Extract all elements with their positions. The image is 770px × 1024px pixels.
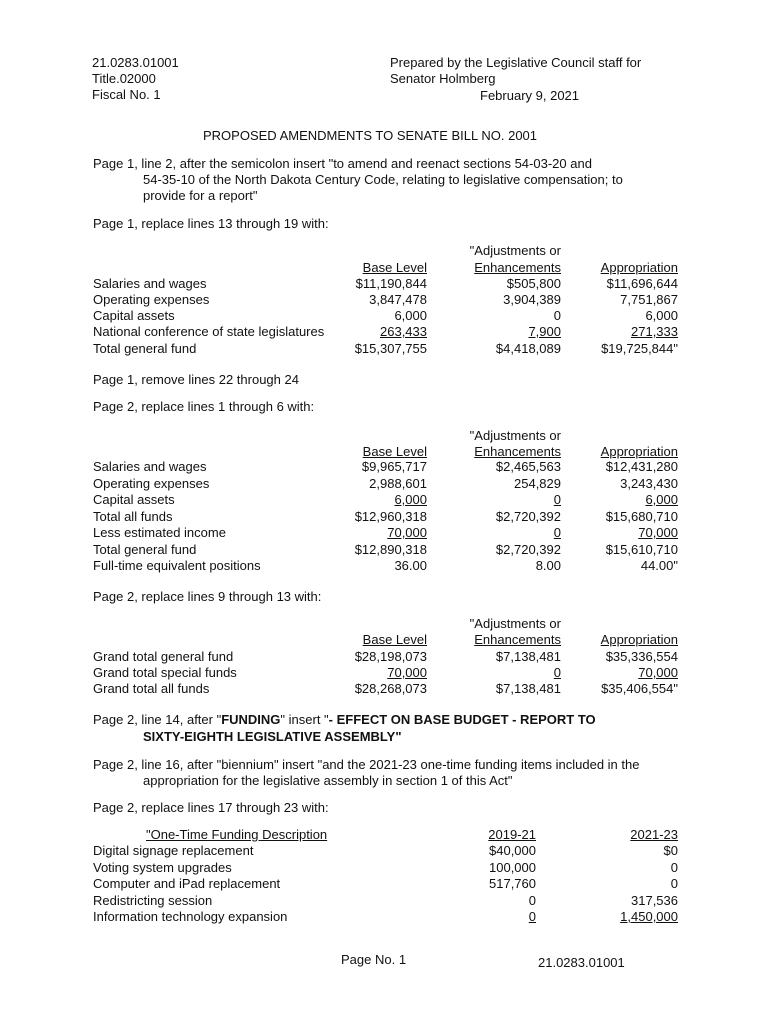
table-cell: $505,800 (506, 276, 561, 291)
table-cell-value: 0 (553, 492, 561, 507)
table-row-label: Capital assets (93, 492, 175, 507)
table-cell: $11,190,844 (355, 276, 427, 291)
table-cell: 6,000 (645, 308, 678, 323)
table-cell: $2,720,392 (495, 542, 561, 557)
table-cell (450, 665, 561, 681)
table-row-label: Grand total all funds (93, 681, 210, 696)
table-cell: 8.00 (535, 558, 561, 573)
col-header-appropriation: Appropriation (600, 632, 678, 647)
table-cell-value: 70,000 (638, 525, 678, 540)
table-row-label: Capital assets (93, 308, 175, 323)
instruction-text: Page 2, replace lines 9 through 13 with: (93, 589, 322, 604)
table-row-label: Operating expenses (93, 292, 210, 307)
table-row-label: Grand total special funds (93, 665, 237, 680)
title-number: Title.02000 (92, 71, 156, 86)
table-cell: $7,138,481 (495, 649, 561, 664)
table-cell: $9,965,717 (361, 459, 427, 474)
page-number: Page No. 1 (341, 952, 407, 967)
table-cell (450, 324, 561, 340)
table-cell: $15,610,710 (605, 542, 678, 557)
table-row-label: Redistricting session (93, 893, 213, 908)
table-cell: $12,431,280 (605, 459, 678, 474)
table-cell: $28,268,073 (354, 681, 427, 696)
table-cell: 7,751,867 (620, 292, 678, 307)
table-cell: $12,960,318 (354, 509, 427, 524)
table-cell (320, 324, 427, 340)
table-cell: 317,536 (631, 893, 678, 908)
instruction-text: provide for a report" (143, 188, 258, 203)
col-header-adjustments: "Adjustments or (469, 243, 561, 258)
table-cell: 2,988,601 (369, 476, 427, 491)
table-cell: 3,904,389 (503, 292, 561, 307)
table-cell: 0 (528, 893, 536, 908)
instruction-bold: SIXTY-EIGHTH LEGISLATIVE ASSEMBLY" (143, 729, 402, 744)
table-cell: 6,000 (394, 308, 427, 323)
table-cell (570, 324, 678, 340)
footer-doc-id: 21.0283.01001 (538, 955, 625, 970)
table-cell: 517,760 (489, 876, 536, 891)
col-header-2021-23: 2021-23 (630, 827, 678, 842)
col-header-adjustments: "Adjustments or (469, 616, 561, 631)
instruction-text: Page 2, line 16, after "biennium" insert "and the 2021-23 one-time funding items included in the (93, 757, 640, 772)
table-cell (570, 525, 678, 541)
table-cell-value: 7,900 (528, 324, 561, 339)
table-row-label: Less estimated income (93, 525, 226, 540)
table-cell: $12,890,318 (354, 542, 427, 557)
table-row-label: Full-time equivalent positions (93, 558, 261, 573)
table-cell: $0 (663, 843, 678, 858)
col-header-enhancements: Enhancements (474, 444, 561, 459)
instruction-bold: FUNDING (221, 712, 281, 727)
instruction-text: Page 1, line 2, after the semicolon insert "to amend and reenact sections 54-03-20 and (93, 156, 592, 171)
table-cell (450, 525, 561, 541)
table-cell-value: 6,000 (645, 492, 678, 507)
col-header-adjustments: "Adjustments or (469, 428, 561, 443)
col-header-enhancements: Enhancements (474, 632, 561, 647)
table-row-label: Salaries and wages (93, 276, 207, 291)
table-cell: $4,418,089 (495, 341, 561, 356)
table-cell: $15,307,755 (354, 341, 427, 356)
table-row-label: Grand total general fund (93, 649, 234, 664)
fiscal-number: Fiscal No. 1 (92, 87, 161, 102)
sponsor: Senator Holmberg (390, 71, 496, 86)
table-cell (320, 665, 427, 681)
table-cell (440, 909, 536, 925)
table-cell: 3,847,478 (369, 292, 427, 307)
table-cell-value: 6,000 (394, 492, 427, 507)
table-cell-value: 271,333 (631, 324, 678, 339)
table-row-label: Computer and iPad replacement (93, 876, 281, 891)
table-cell (570, 492, 678, 508)
table-cell-value: 0 (553, 525, 561, 540)
table-cell (450, 492, 561, 508)
table-cell (320, 492, 427, 508)
table-cell (320, 525, 427, 541)
table-cell-value: 70,000 (387, 665, 427, 680)
table-cell-value: 0 (553, 665, 561, 680)
table-cell: $11,696,644 (606, 276, 678, 291)
instruction-text: Page 1, remove lines 22 through 24 (93, 372, 299, 387)
table-cell: 44.00" (640, 558, 678, 573)
table-row-label: Digital signage replacement (93, 843, 254, 858)
table-row-label: Salaries and wages (93, 459, 207, 474)
table-row-label: Voting system upgrades (93, 860, 232, 875)
table-cell (580, 909, 678, 925)
instruction-text (93, 712, 596, 728)
table-cell-value: 1,450,000 (620, 909, 678, 924)
table-cell: $40,000 (489, 843, 536, 858)
instruction-text: appropriation for the legislative assembly in section 1 of this Act" (143, 773, 513, 788)
table-cell (570, 665, 678, 681)
table-row-label: National conference of state legislatures (93, 324, 325, 339)
table-cell: 3,243,430 (620, 476, 678, 491)
instruction-fragment: " insert " (280, 712, 329, 727)
table-cell: 36.00 (394, 558, 427, 573)
instruction-text: Page 2, replace lines 1 through 6 with: (93, 399, 315, 414)
col-header-base: Base Level (362, 260, 427, 275)
col-header-2019-21: 2019-21 (488, 827, 536, 842)
table-cell: $19,725,844" (601, 341, 678, 356)
col-header-description: "One-Time Funding Description (146, 827, 328, 842)
table-cell: $15,680,710 (605, 509, 678, 524)
instruction-text: 54-35-10 of the North Dakota Century Code, relating to legislative compensation; to (143, 172, 623, 187)
table-cell: $28,198,073 (354, 649, 427, 664)
table-cell: $2,465,563 (495, 459, 561, 474)
table-cell-value: 263,433 (380, 324, 427, 339)
col-header-enhancements: Enhancements (474, 260, 561, 275)
table-cell: $2,720,392 (495, 509, 561, 524)
table-row-label: Total general fund (93, 542, 197, 557)
table-cell: $7,138,481 (495, 681, 561, 696)
table-row-label: Operating expenses (93, 476, 210, 491)
col-header-appropriation: Appropriation (600, 260, 678, 275)
instruction-bold: - EFFECT ON BASE BUDGET - REPORT TO (328, 712, 596, 727)
table-cell: 0 (670, 876, 678, 891)
table-cell-value: 70,000 (638, 665, 678, 680)
instruction-text: Page 1, replace lines 13 through 19 with: (93, 216, 329, 231)
table-row-label: Total general fund (93, 341, 197, 356)
table-row-label: Information technology expansion (93, 909, 288, 924)
table-cell: $35,336,554 (605, 649, 678, 664)
table-cell: $35,406,554" (601, 681, 678, 696)
doc-id: 21.0283.01001 (92, 55, 179, 70)
table-cell: 100,000 (489, 860, 536, 875)
table-cell-value: 0 (528, 909, 536, 924)
page-title: PROPOSED AMENDMENTS TO SENATE BILL NO. 2001 (203, 128, 538, 143)
col-header-appropriation: Appropriation (600, 444, 678, 459)
instruction-fragment: Page 2, line 14, after " (93, 712, 222, 727)
table-cell-value: 70,000 (387, 525, 427, 540)
table-cell: 0 (553, 308, 561, 323)
col-header-base: Base Level (362, 444, 427, 459)
table-row-label: Total all funds (93, 509, 173, 524)
col-header-base: Base Level (362, 632, 427, 647)
table-cell: 0 (670, 860, 678, 875)
instruction-text: Page 2, replace lines 17 through 23 with: (93, 800, 329, 815)
date: February 9, 2021 (480, 88, 580, 103)
prepared-by: Prepared by the Legislative Council staff for (390, 55, 642, 70)
table-cell: 254,829 (514, 476, 561, 491)
